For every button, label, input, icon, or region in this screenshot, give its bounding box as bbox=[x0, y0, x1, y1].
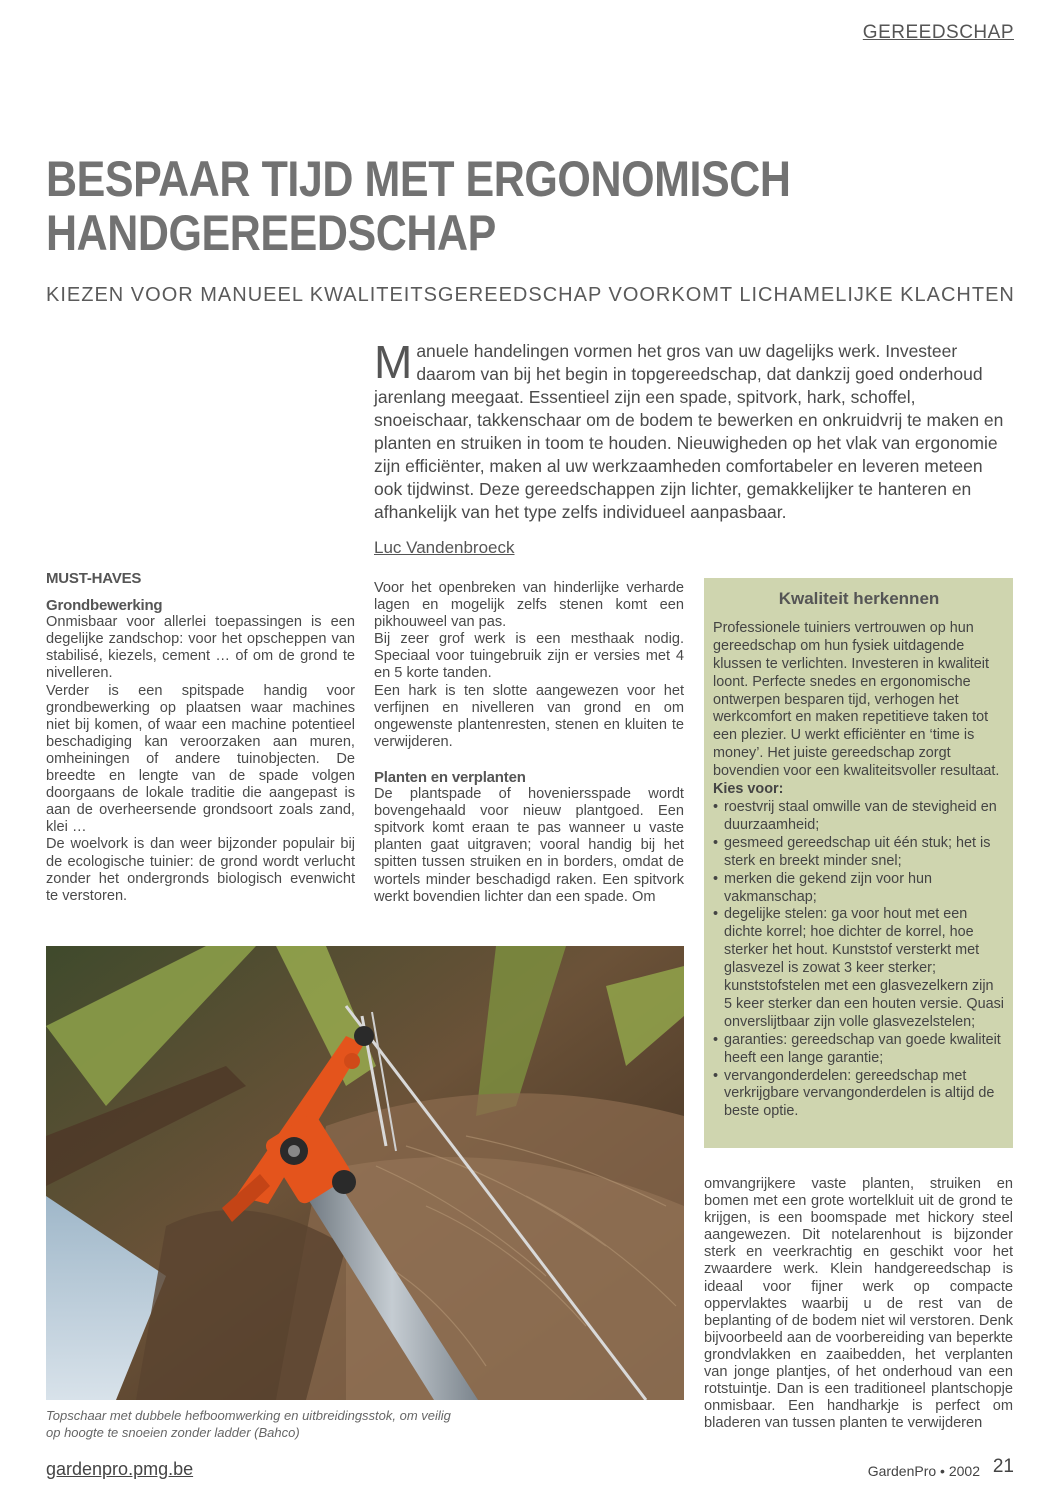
pole-pruner-photo-illustration bbox=[46, 946, 684, 1400]
pole-pruner-photo bbox=[46, 946, 684, 1400]
sidebar-list-item: • garanties: gereedschap van goede kwaliteit heeft een lange garantie; bbox=[713, 1032, 1005, 1068]
sidebar-quality-box bbox=[704, 578, 1013, 1148]
sidebar-list-item: • vervangonderdelen: gereedschap met verkrijgbare vervangonderdelen is altijd de beste optie. bbox=[713, 1068, 1005, 1122]
page-number: 21 bbox=[992, 1456, 1014, 1477]
footer-magazine: GardenPro • 2002 bbox=[867, 1463, 980, 1479]
sidebar-list-item: • gesmeed gereedschap uit één stuk; het is sterk en breekt minder snel; bbox=[713, 835, 1005, 871]
byline: Luc Vandenbroeck bbox=[374, 538, 515, 557]
dropcap: M bbox=[374, 336, 413, 388]
footer-url-link[interactable]: gardenpro.pmg.be bbox=[46, 1459, 194, 1479]
paragraph: Onmisbaar voor allerlei toepassingen is een degelijke zandschop: voor het opscheppen van stabilisé, kiezels, cement … of om de grond te nivelleren. bbox=[46, 614, 355, 682]
sidebar-choose-label: Kies voor: bbox=[713, 781, 784, 798]
sidebar-list bbox=[713, 799, 1005, 1121]
paragraph: De woelvork is dan weer bijzonder populair bij de ecologische tuinier: de grond wordt verlucht zonder het ondergronds biologisch evenwicht te verstoren. bbox=[46, 836, 355, 904]
subheading-planten: Planten en verplanten bbox=[374, 768, 526, 786]
headline-line-2: HANDGEREEDSCHAP bbox=[46, 205, 496, 261]
photo-caption: Topschaar met dubbele hefboomwerking en uitbreidingsstok, om veilig op hoogte te snoeien zonder ladder (Bahco) bbox=[46, 1408, 451, 1440]
article-column-4 bbox=[704, 1176, 1013, 1432]
intro-paragraph bbox=[374, 336, 1014, 524]
paragraph: De plantspade of hoveniersspade wordt bovengehaald voor nieuw plantgoed. Een spitvork komt eraan te pas wanneer u vaste planten gaat uitgraven; vooral handig bij het spitten tussen struiken en in borders, omdat de wortels minder beschadigd raken. Een spitvork werkt bovendien lichter dan een spade. Om bbox=[374, 786, 684, 905]
sidebar-list-item: • degelijke stelen: ga voor hout met een dichte korrel; hoe dichter de korrel, hoe sterker het hout. Kunststof versterkt met glasvezel is zowat 3 keer sterker; kunststofstelen met een glasvezelkern zijn 5 keer sterker dan een houten versie. Quasi onverslijtbaar zijn volle glasvezelstelen; bbox=[713, 906, 1005, 1031]
headline-line-1: BESPAAR TIJD MET ERGONOMISCH bbox=[46, 151, 791, 207]
paragraph: Verder is een spitspade handig voor grondbewerking op plaatsen waar machines niet bij komen, of waar een machine potentieel beschadiging kan veroorzaken aan muren, omheiningen of andere tuinobjecten. De breedte en lengte van de spade volgen doorgaans de lokale traditie die aangepast is aan de overheersende grondsoort zoals zand, klei … bbox=[46, 682, 355, 836]
sidebar-list-item: • merken die gekend zijn voor hun vakmanschap; bbox=[713, 871, 1005, 907]
section-tag: GEREEDSCHAP bbox=[862, 22, 1014, 43]
subheadline: KIEZEN VOOR MANUEEL KWALITEITSGEREEDSCHAP VOORKOMT LICHAMELIJKE KLACHTEN bbox=[46, 284, 1015, 306]
headline bbox=[46, 152, 872, 260]
paragraph: Voor het openbreken van hinderlijke verharde lagen en mogelijk zelfs stenen komt een pikhouweel van pas. bbox=[374, 580, 684, 631]
intro-text: anuele handelingen vormen het gros van uw dagelijks werk. Investeer daarom van bij het begin in topgereedschap, dat dankzij goed onderhoud jarenlang meegaat. Essentieel zijn een spade, spitvork, hark, schoffel, snoeischaar, takkenschaar om de bodem te bewerken en onkruidvrij te maken en planten en struiken in toom te houden. Nieuwigheden op het vlak van ergonomie zijn efficiënter, maken al uw werkzaamheden comfortabeler en leveren meteen ook tijdwinst. Deze gereedschappen zijn lichter, gemakkelijker te hanteren en afhankelijk van het type zelfs individueel aanpasbaar. bbox=[374, 341, 1004, 522]
subheading-grondbewerking: Grondbewerking bbox=[46, 597, 163, 615]
sidebar-list-item: • roestvrij staal omwille van de stevigheid en duurzaamheid; bbox=[713, 799, 1005, 835]
paragraph: Bij zeer grof werk is een mesthaak nodig. Speciaal voor tuingebruik zijn er versies met 4 en 5 korte tanden. bbox=[374, 631, 684, 682]
article-column-1 bbox=[46, 570, 355, 905]
sidebar-intro: Professionele tuiniers vertrouwen op hun gereedschap om hun fysiek uitdagende klussen te verlichten. Investeren in kwaliteit loont. Perfecte snedes en ergonomische ontwerpen besparen tijd, verhogen het werkcomfort en maken repetitieve taken tot een plezier. U werkt efficiënter en ‘time is money’. Het juiste gereedschap zorgt bovendien voor een kwaliteitsvoller resultaat. bbox=[713, 619, 1000, 780]
paragraph: Een hark is ten slotte aangewezen voor het verfijnen en nivelleren van grond en om ongewenste plantenresten, stenen en kluiten te verwijderen. bbox=[374, 682, 684, 750]
section-heading: MUST-HAVES bbox=[46, 570, 142, 587]
sidebar-title: Kwaliteit herkennen bbox=[778, 589, 940, 608]
paragraph: omvangrijkere vaste planten, struiken en bomen met een grote wortelkluit uit de grond te krijgen, is een boomspade met hickory steel aangewezen. Dit notelarenhout is bijzonder sterk en veerkrachtig en geschikt voor het zwaardere werk. Klein handgereedschap is ideaal voor fijner werk op compacte oppervlaktes waarbij u de rest van de beplanting of de bodem niet wil verstoren. Denk bijvoorbeeld aan de voorbereiding van beperkte grondvlakken en zaaibedden, het verplanten van jonge plantjes, of het onderhoud van een rotstuintje. Dan is een traditioneel plantschopje onmisbaar. Een handharkje is perfect om bladeren van tussen planten te verwijderen bbox=[704, 1176, 1013, 1432]
article-column-2 bbox=[374, 580, 684, 906]
